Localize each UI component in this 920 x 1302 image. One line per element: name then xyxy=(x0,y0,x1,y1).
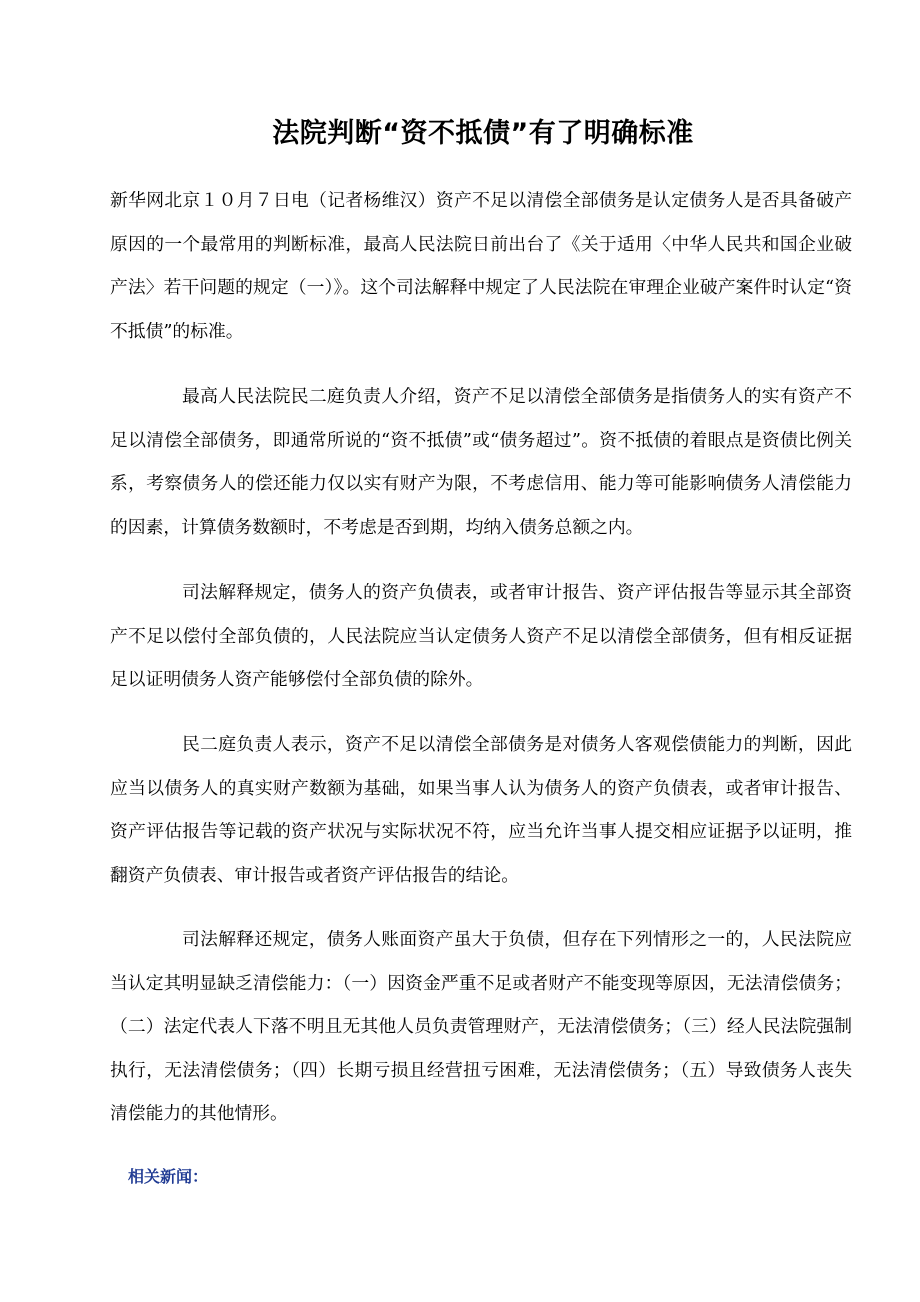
article-paragraph-2: 最高人民法院民二庭负责人介绍，资产不足以清偿全部债务是指债务人的实有资产不足以清偿全部债务，即通常所说的“资不抵债”或“债务超过”。资不抵债的着眼点是资债比例关系，考察债务人的偿还能力仅以实有财产为限，不考虑信用、能力等可能影响债务人清偿能力的因素，计算债务数额时，不考虑是否到期，均纳入债务总额之内。 xyxy=(110,386,852,538)
article-paragraph-5: 司法解释还规定，债务人账面资产虽大于负债，但存在下列情形之一的，人民法院应当认定其明显缺乏清偿能力：（一）因资金严重不足或者财产不能变现等原因，无法清偿债务；（二）法定代表人下落不明且无其他人员负责管理财产，无法清偿债务；（三）经人民法院强制执行，无法清偿债务；（四）长期亏损且经营扭亏困难，无法清偿债务；（五）导致债务人丧失清偿能力的其他情形。 xyxy=(110,929,852,1124)
article-paragraph-3: 司法解释规定，债务人的资产负债表，或者审计报告、资产评估报告等显示其全部资产不足以偿付全部负债的，人民法院应当认定债务人资产不足以清偿全部债务，但有相反证据足以证明债务人资产能够偿付全部负债的除外。 xyxy=(110,582,852,690)
related-news-label: 相关新闻： xyxy=(128,1167,209,1186)
article-paragraph-4: 民二庭负责人表示，资产不足以清偿全部债务是对债务人客观偿债能力的判断，因此应当以债务人的真实财产数额为基础，如果当事人认为债务人的资产负债表，或者审计报告、资产评估报告等记载的资产状况与实际状况不符，应当允许当事人提交相应证据予以证明，推翻资产负债表、审计报告或者资产评估报告的结论。 xyxy=(110,734,852,886)
article-paragraph-1: 新华网北京１０月７日电（记者杨维汉）资产不足以清偿全部债务是认定债务人是否具备破产原因的一个最常用的判断标准，最高人民法院日前出台了《关于适用〈中华人民共和国企业破产法〉若干问题的规定（一）》。这个司法解释中规定了人民法院在审理企业破产案件时认定“资不抵债”的标准。 xyxy=(110,190,852,342)
article-title: 法院判断“资不抵债”有了明确标准 xyxy=(272,118,694,149)
